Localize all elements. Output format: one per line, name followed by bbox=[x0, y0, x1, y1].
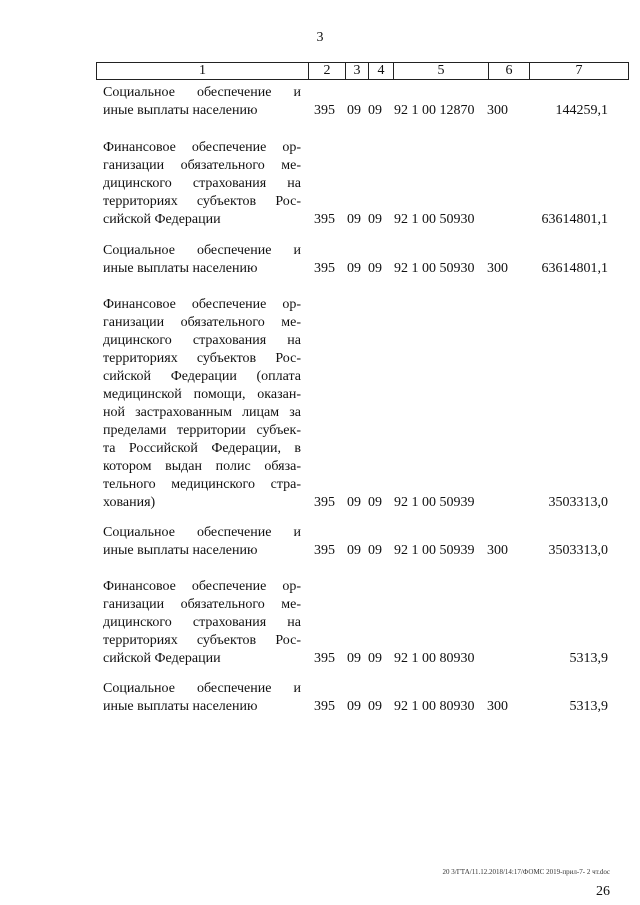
description-line: Финансовое обеспечение ор- bbox=[103, 297, 301, 312]
row-cell-c7: 63614801,1 bbox=[541, 261, 608, 276]
row-cell-c3: 09 bbox=[347, 103, 361, 118]
description-line: ной застрахованным лицам за bbox=[103, 405, 301, 420]
row-description bbox=[103, 296, 301, 512]
row-cell-c5: 92 1 00 50939 bbox=[394, 495, 475, 510]
row-cell-c4: 09 bbox=[368, 543, 382, 558]
row-cell-c5: 92 1 00 12870 bbox=[394, 103, 475, 118]
description-line: медицинской помощи, оказан- bbox=[103, 387, 301, 402]
row-cell-c3: 09 bbox=[347, 699, 361, 714]
row-cell-c5: 92 1 00 50930 bbox=[394, 261, 475, 276]
description-line: та Российской Федерации, в bbox=[103, 441, 301, 456]
header-col-7: 7 bbox=[575, 63, 583, 78]
row-description bbox=[103, 578, 301, 668]
description-line: территориях субъектов Рос- bbox=[103, 194, 301, 209]
row-cell-c5: 92 1 00 80930 bbox=[394, 699, 475, 714]
row-cell-c7: 5313,9 bbox=[569, 651, 608, 666]
row-cell-c3: 09 bbox=[347, 651, 361, 666]
row-description bbox=[103, 139, 301, 229]
description-line: Социальное обеспечение и bbox=[103, 525, 301, 540]
row-description bbox=[103, 242, 301, 278]
row-cell-c4: 09 bbox=[368, 495, 382, 510]
row-cell-c2: 395 bbox=[314, 212, 335, 227]
row-cell-c3: 09 bbox=[347, 495, 361, 510]
row-cell-c7: 3503313,0 bbox=[548, 543, 608, 558]
description-line: ганизации обязательного ме- bbox=[103, 315, 301, 330]
header-col-2: 2 bbox=[309, 63, 346, 79]
row-cell-c6: 300 bbox=[487, 103, 508, 118]
description-line: территориях субъектов Рос- bbox=[103, 351, 301, 366]
description-line: пределами территории субъек- bbox=[103, 423, 301, 438]
description-line: Финансовое обеспечение ор- bbox=[103, 579, 301, 594]
description-line: ганизации обязательного ме- bbox=[103, 597, 301, 612]
description-line: дицинского страхования на bbox=[103, 333, 301, 348]
header-col-6: 6 bbox=[489, 63, 530, 79]
row-cell-c3: 09 bbox=[347, 261, 361, 276]
page-number: 3 bbox=[316, 30, 324, 45]
row-cell-c4: 09 bbox=[368, 212, 382, 227]
row-cell-c2: 395 bbox=[314, 495, 335, 510]
footer-file-note: 20 3/ГТА/11.12.2018/14:17/ФОМС 2019-прил-7- 2 чт.doc bbox=[442, 868, 610, 876]
description-line: Социальное обеспечение и bbox=[103, 681, 301, 696]
description-line: территориях субъектов Рос- bbox=[103, 633, 301, 648]
row-cell-c4: 09 bbox=[368, 651, 382, 666]
row-cell-c5: 92 1 00 80930 bbox=[394, 651, 475, 666]
row-description bbox=[103, 680, 301, 716]
row-cell-c3: 09 bbox=[347, 212, 361, 227]
header-col-3: 3 bbox=[346, 63, 369, 79]
row-cell-c4: 09 bbox=[368, 261, 382, 276]
header-col-5: 5 bbox=[394, 63, 489, 79]
description-line: дицинского страхования на bbox=[103, 615, 301, 630]
description-line: Социальное обеспечение и bbox=[103, 243, 301, 258]
header-col-1: 1 bbox=[97, 63, 309, 79]
description-line: Финансовое обеспечение ор- bbox=[103, 140, 301, 155]
row-cell-c2: 395 bbox=[314, 651, 335, 666]
row-cell-c6: 300 bbox=[487, 699, 508, 714]
description-line: сийской Федерации (оплата bbox=[103, 369, 301, 384]
row-description bbox=[103, 84, 301, 120]
row-cell-c2: 395 bbox=[314, 103, 335, 118]
description-line: иные выплаты населению bbox=[103, 103, 258, 118]
row-cell-c6: 300 bbox=[487, 543, 508, 558]
description-line: дицинского страхования на bbox=[103, 176, 301, 191]
description-line: сийской Федерации bbox=[103, 212, 221, 227]
row-description bbox=[103, 524, 301, 560]
row-cell-c7: 3503313,0 bbox=[548, 495, 608, 510]
table-header bbox=[96, 62, 629, 80]
row-cell-c7: 144259,1 bbox=[555, 103, 608, 118]
description-line: хования) bbox=[103, 495, 156, 510]
row-cell-c2: 395 bbox=[314, 261, 335, 276]
description-line: котором выдан полис обяза- bbox=[103, 459, 301, 474]
row-cell-c5: 92 1 00 50930 bbox=[394, 212, 475, 227]
row-cell-c6: 300 bbox=[487, 261, 508, 276]
row-cell-c4: 09 bbox=[368, 103, 382, 118]
row-cell-c4: 09 bbox=[368, 699, 382, 714]
description-line: ганизации обязательного ме- bbox=[103, 158, 301, 173]
description-line: сийской Федерации bbox=[103, 651, 221, 666]
row-cell-c3: 09 bbox=[347, 543, 361, 558]
row-cell-c2: 395 bbox=[314, 543, 335, 558]
description-line: иные выплаты населению bbox=[103, 261, 258, 276]
header-col-4: 4 bbox=[369, 63, 394, 79]
row-cell-c5: 92 1 00 50939 bbox=[394, 543, 475, 558]
description-line: иные выплаты населению bbox=[103, 699, 258, 714]
row-cell-c2: 395 bbox=[314, 699, 335, 714]
row-cell-c7: 63614801,1 bbox=[541, 212, 608, 227]
footer-page-number: 26 bbox=[596, 884, 610, 899]
row-cell-c7: 5313,9 bbox=[569, 699, 608, 714]
description-line: иные выплаты населению bbox=[103, 543, 258, 558]
description-line: Социальное обеспечение и bbox=[103, 85, 301, 100]
description-line: тельного медицинского стра- bbox=[103, 477, 301, 492]
